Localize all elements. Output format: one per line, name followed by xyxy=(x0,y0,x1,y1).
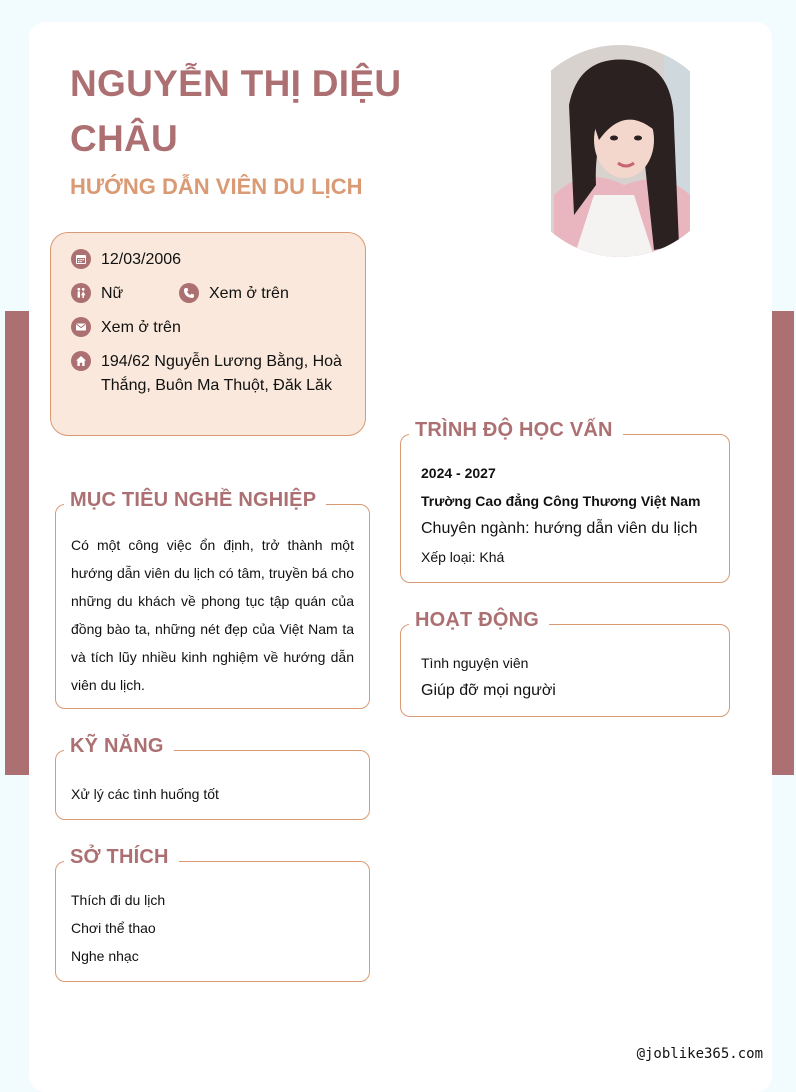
right-decor-band xyxy=(769,311,794,775)
hobby-item: Chơi thể thao xyxy=(71,920,156,936)
gender-text: Nữ xyxy=(101,285,124,302)
education-major: Chuyên ngành: hướng dẫn viên du lịch xyxy=(421,520,698,537)
gender-icon xyxy=(71,283,91,303)
email-text: Xem ở trên xyxy=(101,319,181,336)
objective-text: Có một công việc ổn định, trở thành một hướng dẫn viên du lịch có tâm, truyền bá cho những du khách về phong tục tập quán của đồng bào ta, những nét đẹp của Việt Nam ta và tích lũy nhiều kinh nghiệm về hướng dẫn viên du lịch. xyxy=(71,537,354,693)
hobby-item: Thích đi du lịch xyxy=(71,892,166,908)
skills-title: KỸ NĂNG xyxy=(64,735,174,758)
hobbies-section xyxy=(55,846,370,982)
activities-section xyxy=(400,609,730,717)
objective-section xyxy=(55,489,370,709)
hobbies-title: SỞ THÍCH xyxy=(64,846,179,869)
skills-section xyxy=(55,735,370,820)
activity-description: Giúp đỡ mọi người xyxy=(421,682,556,699)
objective-title: MỤC TIÊU NGHỀ NGHIỆP xyxy=(64,489,326,512)
education-title: TRÌNH ĐỘ HỌC VẤN xyxy=(409,419,623,442)
profile-photo xyxy=(514,45,726,257)
site-watermark: @joblike365.com xyxy=(636,1046,763,1062)
education-section xyxy=(400,419,730,583)
left-decor-band xyxy=(5,311,30,775)
education-school: Trường Cao đẳng Công Thương Việt Nam xyxy=(421,493,701,509)
skill-item: Xử lý các tình huống tốt xyxy=(71,786,219,802)
calendar-icon xyxy=(71,249,91,269)
home-icon xyxy=(71,351,91,371)
email-icon xyxy=(71,317,91,337)
phone-icon xyxy=(179,283,199,303)
education-period: 2024 - 2027 xyxy=(421,465,496,481)
candidate-name: NGUYỄN THỊ DIỆU CHÂU xyxy=(70,63,402,159)
phone-text: Xem ở trên xyxy=(209,285,289,302)
address-text: 194/62 Nguyễn Lương Bằng, Hoà Thắng, Buôn Ma Thuột, Đăk Lăk xyxy=(101,353,342,394)
contact-info-box xyxy=(50,232,366,436)
birthdate-text: 12/03/2006 xyxy=(101,251,182,268)
education-grade: Xếp loại: Khá xyxy=(421,549,505,565)
activities-title: HOẠT ĐỘNG xyxy=(409,609,549,632)
activity-role: Tình nguyện viên xyxy=(421,655,529,671)
hobby-item: Nghe nhạc xyxy=(71,948,139,964)
job-title: HƯỚNG DẪN VIÊN DU LỊCH xyxy=(70,174,363,199)
